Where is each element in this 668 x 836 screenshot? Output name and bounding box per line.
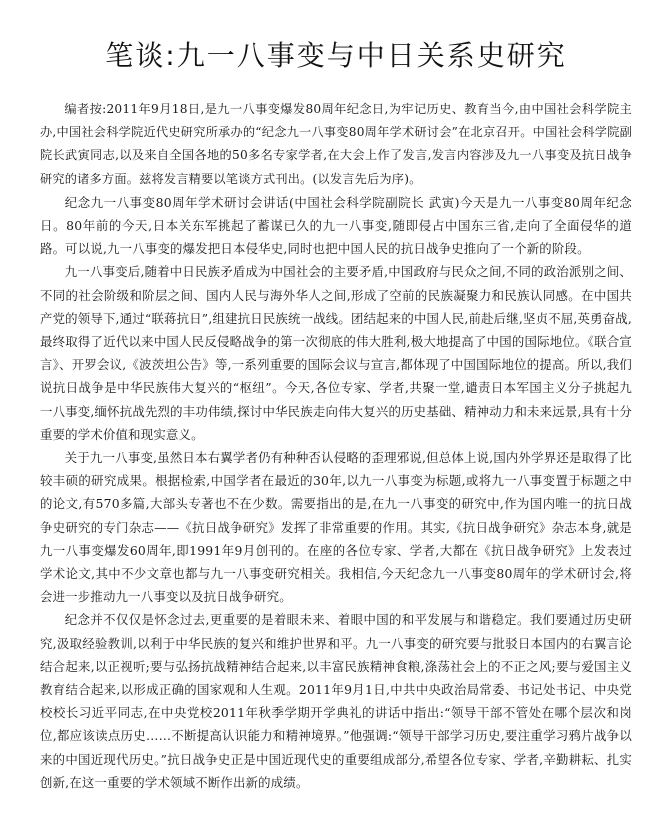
- article-title: 笔谈:九一八事变与中日关系史研究: [105, 39, 567, 72]
- paragraph-1: 纪念九一八事变80周年学术研讨会讲话(中国社会科学院副院长 武寅)今天是九一八事变80周年纪念日。80年前的今天,日本关东军挑起了蓄谋已久的九一八事变,随即侵占中国东三省,走向了全面侵华的道路。可以说,九一八事变的爆发把日本侵华史,同时也把中国人民的抗日战争史推向了一个新的阶段。: [40, 194, 632, 257]
- paragraph-2: 九一八事变后,随着中日民族矛盾成为中国社会的主要矛盾,中国政府与民众之间,不同的政治派别之间、不同的社会阶级和阶层之间、国内人民与海外华人之间,形成了空前的民族凝聚力和民族认同感。在中国共产党的领导下,通过“联蒋抗日”,组建抗日民族统一战线。团结起来的中国人民,前赴后继,坚贞不屈,英勇奋战,最终取得了近代以来中国人民反侵略战争的第一次彻底的伟大胜利,极大地提高了中国的国际地位。《联合宣言》、开罗会议,《波茨坦公告》等,一系列重要的国际会议与宣言,都体现了中国国际地位的提高。所以,我们说抗日战争是中华民族伟大复兴的“枢纽”。今天,各位专家、学者,共聚一堂,谴责日本军国主义分子挑起九一八事变,缅怀抗战先烈的丰功伟绩,探讨中华民族走向伟大复兴的历史基础、精神动力和未来远景,具有十分重要的学术价值和现实意义。: [40, 264, 632, 442]
- editor-note: 编者按:2011年9月18日,是九一八事变爆发80周年纪念日,为牢记历史、教育当今,由中国社会科学院主办,中国社会科学院近代史研究所承办的“纪念九一八事变80周年学术研讨会”在北京召开。中国社会科学院副院长武寅同志,以及来自全国各地的50多名专家学者,在大会上作了发言,发言内容涉及九一八事变及抗日战争研究的诸多方面。兹将发言精要以笔谈方式刊出。(以发言先后为序)。: [40, 102, 632, 186]
- paragraph-3: 关于九一八事变,虽然日本右翼学者仍有种种否认侵略的歪理邪说,但总体上说,国内外学界还是取得了比较丰硕的研究成果。根据检索,中国学者在最近的30年,以九一八事变为标题,或将九一八事变置于标题之中的论文,有570多篇,大部头专著也不在少数。需要指出的是,在九一八事变的研究中,作为国内唯一的抗日战争史研究的专门杂志——《抗日战争研究》发挥了非常重要的作用。其实,《抗日战争研究》杂志本身,就是九一八事变爆发60周年,即1991年9月创刊的。在座的各位专家、学者,大都在《抗日战争研究》上发表过学术论文,其中不少文章也都与九一八事变研究相关。我相信,今天纪念九一八事变80周年的学术研讨会,将会进一步推动九一八事变以及抗日战争研究。: [40, 450, 632, 605]
- article-body: [40, 98, 632, 794]
- paragraph-4: 纪念并不仅仅是怀念过去,更重要的是着眼未来、着眼中国的和平发展与和谐稳定。我们要通过历史研究,汲取经验教训,以利于中华民族的复兴和维护世界和平。九一八事变的研究要与批驳日本国内的右翼言论结合起来,以正视听;要与弘扬抗战精神结合起来,以丰富民族精神食粮,涤荡社会上的不正之风;要与爱国主义教育结合起来,以形成正确的国家观和人生观。2011年9月1日,中共中央政治局常委、书记处书记、中央党校校长习近平同志,在中央党校2011年秋季学期开学典礼的讲话中指出:“领导干部不管处在哪个层次和岗位,都应该读点历史……不断提高认识能力和精神境界。”他强调:“领导干部学习历史,要注重学习鸦片战争以来的中国近现代历史。”抗日战争史正是中国近现代史的重要组成部分,希望各位专家、学者,辛勤耕耘、扎实创新,在这一重要的学术领域不断作出新的成绩。: [40, 612, 632, 790]
